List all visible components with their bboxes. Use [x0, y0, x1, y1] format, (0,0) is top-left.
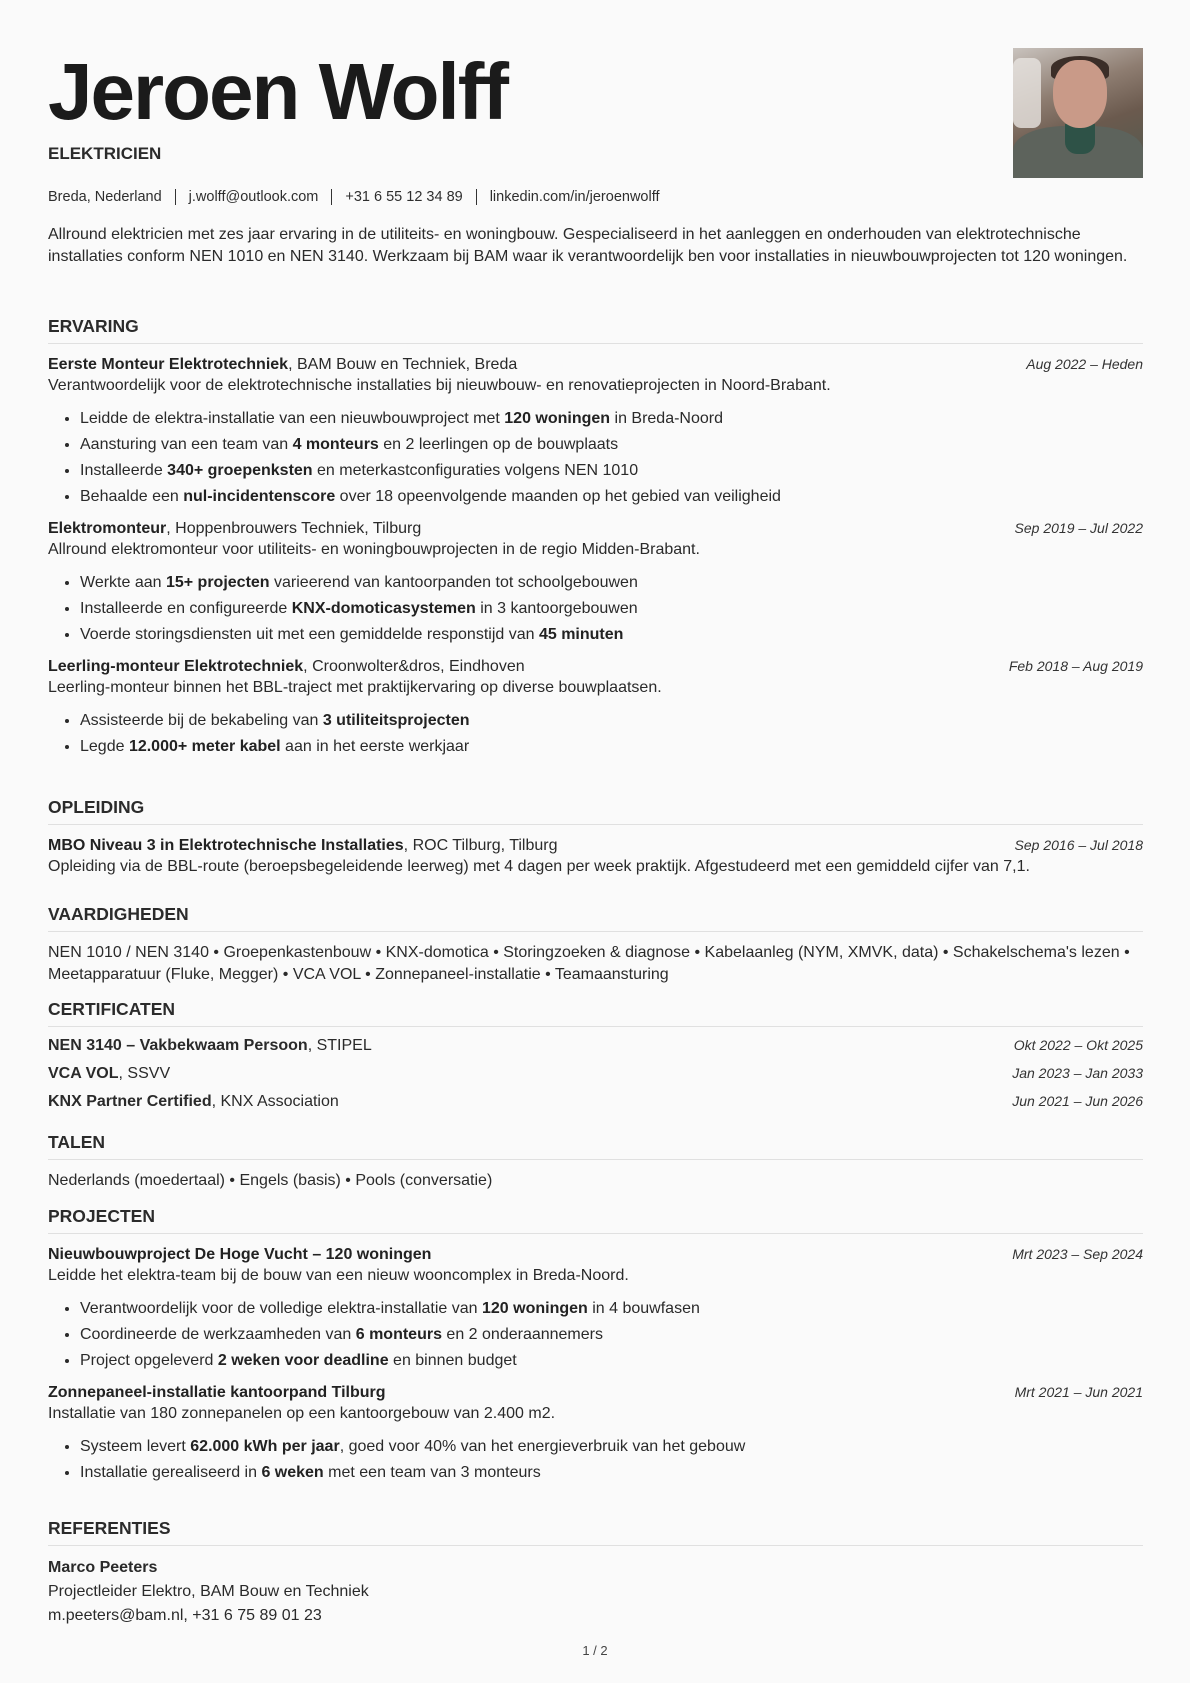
- job-title: ELEKTRICIEN: [48, 144, 162, 163]
- resume-header: [48, 0, 1143, 260]
- location: Breda, Nederland: [48, 189, 162, 205]
- job-role: Eerste Monteur Elektrotechniek: [48, 356, 289, 373]
- section-certificates: [48, 999, 1143, 1121]
- project-name: Zonnepaneel-installatie kantoorpand Tilburg: [48, 1384, 386, 1401]
- section-heading: OPLEIDING: [48, 797, 1143, 825]
- bullet: • Installeerde 340+ groepenksten en meterkastconfiguraties volgens NEN 1010: [80, 458, 1143, 484]
- education-description: Opleiding via de BBL-route (beroepsbegeleidende leerweg) met 4 dagen per week praktijk. Afgestudeerd met een gemiddeld cijfer van 7,1.: [48, 858, 1030, 875]
- job-description: Leerling-monteur binnen het BBL-traject met praktijkervaring op diverse bouwplaatsen.: [48, 679, 662, 696]
- bullet: • Werkte aan 15+ projecten varieerend van kantoorpanden tot schoolgebouwen: [80, 570, 1143, 596]
- section-heading: REFERENTIES: [48, 1518, 1143, 1546]
- bullet: • Verantwoordelijk voor de volledige elektra-installatie van 120 woningen in 4 bouwfasen: [80, 1296, 1143, 1322]
- job-company: , Hoppenbrouwers Techniek, Tilburg: [166, 520, 422, 537]
- bullet: • Voerde storingsdiensten uit met een gemiddelde responstijd van 45 minuten: [80, 622, 1143, 648]
- job-entry: [48, 520, 1143, 648]
- job-dates: Aug 2022 – Heden: [1026, 356, 1143, 372]
- project-dates: Mrt 2023 – Sep 2024: [1012, 1246, 1143, 1262]
- bullet: • Coordineerde de werkzaamheden van 6 monteurs en 2 onderaannemers: [80, 1322, 1143, 1348]
- certificate-row: VCA VOL, SSVV Jan 2023 – Jan 2033: [48, 1065, 1143, 1082]
- project-bullets: [48, 1296, 1143, 1374]
- section-heading: PROJECTEN: [48, 1206, 1143, 1234]
- job-bullets: [48, 406, 1143, 510]
- project-description: Installatie van 180 zonnepanelen op een kantoorgebouw van 2.400 m2.: [48, 1405, 556, 1422]
- certificate-row: KNX Partner Certified, KNX Association Jun 2021 – Jun 2026: [48, 1093, 1143, 1110]
- section-education: [48, 797, 1143, 879]
- job-bullets: [48, 708, 1143, 760]
- job-bullets: [48, 570, 1143, 648]
- bullet: • Aansturing van een team van 4 monteurs en 2 leerlingen op de bouwplaats: [80, 432, 1143, 458]
- linkedin-link[interactable]: linkedin.com/in/jeroenwolff: [489, 189, 660, 205]
- phone: +31 6 55 12 34 89: [345, 189, 463, 205]
- project-description: Leidde het elektra-team bij de bouw van een nieuw wooncomplex in Breda-Noord.: [48, 1267, 629, 1284]
- job-entry: [48, 658, 1143, 760]
- job-description: Allround elektromonteur voor utiliteits- en woningbouwprojecten in de regio Midden-Brabant.: [48, 541, 700, 558]
- degree: MBO Niveau 3 in Elektrotechnische Installaties: [48, 837, 404, 854]
- job-entry: [48, 356, 1143, 510]
- bullet: • Leidde de elektra-installatie van een nieuwbouwproject met 120 woningen in Breda-Noord: [80, 406, 1143, 432]
- reference-name: Marco Peeters: [48, 1559, 158, 1576]
- job-company: , BAM Bouw en Techniek, Breda: [288, 356, 518, 373]
- summary: Allround elektricien met zes jaar ervaring in de utiliteits- en woningbouw. Gespecialiseerd in het aanleggen en onderhouden van elektrotechnische installaties conform NEN 1010 en NEN 3140. Werkzaam bij BAM waar ik verantwoordelijk ben voor installaties in nieuwbouwprojecten tot 120 woningen.: [48, 226, 1128, 265]
- project-entry: [48, 1384, 1143, 1486]
- section-skills: [48, 904, 1143, 986]
- section-heading: TALEN: [48, 1132, 1143, 1160]
- project-name: Nieuwbouwproject De Hoge Vucht – 120 woningen: [48, 1246, 432, 1263]
- section-projects: [48, 1206, 1143, 1486]
- project-entry: [48, 1246, 1143, 1374]
- divider: [331, 189, 332, 205]
- job-company: , Croonwolter&dros, Eindhoven: [303, 658, 525, 675]
- bullet: • Behaalde een nul-incidentenscore over 18 opeenvolgende maanden op het gebied van veiligheid: [80, 484, 1143, 510]
- bullet: • Assisteerde bij de bekabeling van 3 utiliteitsprojecten: [80, 708, 1143, 734]
- bullet: • Installeerde en configureerde KNX-domoticasystemen in 3 kantoorgebouwen: [80, 596, 1143, 622]
- education-dates: Sep 2016 – Jul 2018: [1014, 837, 1143, 853]
- section-heading: VAARDIGHEDEN: [48, 904, 1143, 932]
- project-dates: Mrt 2021 – Jun 2021: [1014, 1384, 1143, 1400]
- section-heading: ERVARING: [48, 316, 1143, 344]
- bullet: • Legde 12.000+ meter kabel aan in het eerste werkjaar: [80, 734, 1143, 760]
- job-description: Verantwoordelijk voor de elektrotechnische installaties bij nieuwbouw- en renovatieprojecten in Noord-Brabant.: [48, 377, 831, 394]
- certificate-row: NEN 3140 – Vakbekwaam Persoon, STIPEL Okt 2022 – Okt 2025: [48, 1037, 1143, 1054]
- email-link[interactable]: j.wolff@outlook.com: [188, 189, 319, 205]
- reference-contact: m.peeters@bam.nl, +31 6 75 89 01 23: [48, 1607, 322, 1624]
- profile-photo: [1013, 48, 1143, 178]
- job-dates: Feb 2018 – Aug 2019: [1008, 658, 1143, 674]
- bullet: • Systeem levert 62.000 kWh per jaar, goed voor 40% van het energieverbruik van het gebouw: [80, 1434, 1143, 1460]
- languages-list: Nederlands (moedertaal) • Engels (basis) • Pools (conversatie): [48, 1172, 493, 1189]
- school: , ROC Tilburg, Tilburg: [403, 837, 558, 854]
- divider: [175, 189, 176, 205]
- page-number: 1 / 2: [582, 1643, 608, 1658]
- job-dates: Sep 2019 – Jul 2022: [1014, 520, 1143, 536]
- bullet: • Project opgeleverd 2 weken voor deadline en binnen budget: [80, 1348, 1143, 1374]
- section-heading: CERTIFICATEN: [48, 999, 1143, 1027]
- section-references: [48, 1518, 1143, 1628]
- job-role: Elektromonteur: [48, 520, 167, 537]
- divider: [476, 189, 477, 205]
- job-role: Leerling-monteur Elektrotechniek: [48, 658, 304, 675]
- section-experience: [48, 316, 1143, 760]
- section-languages: [48, 1132, 1143, 1192]
- contact-line: [48, 189, 660, 205]
- reference-position: Projectleider Elektro, BAM Bouw en Techniek: [48, 1583, 369, 1600]
- resume-page: [48, 0, 1143, 1624]
- skills-list: NEN 1010 / NEN 3140 • Groepenkastenbouw • KNX-domotica • Storingzoeken & diagnose • Kabelaanleg (NYM, XMVK, data) • Schakelschema's lezen • Meetapparatuur (Fluke, Megger) • VCA VOL • Zonnepaneel-installatie • Teamaansturing: [48, 944, 1130, 983]
- project-bullets: [48, 1434, 1143, 1486]
- candidate-name: Jeroen Wolff: [48, 47, 508, 136]
- bullet: • Installatie gerealiseerd in 6 weken met een team van 3 monteurs: [80, 1460, 1143, 1486]
